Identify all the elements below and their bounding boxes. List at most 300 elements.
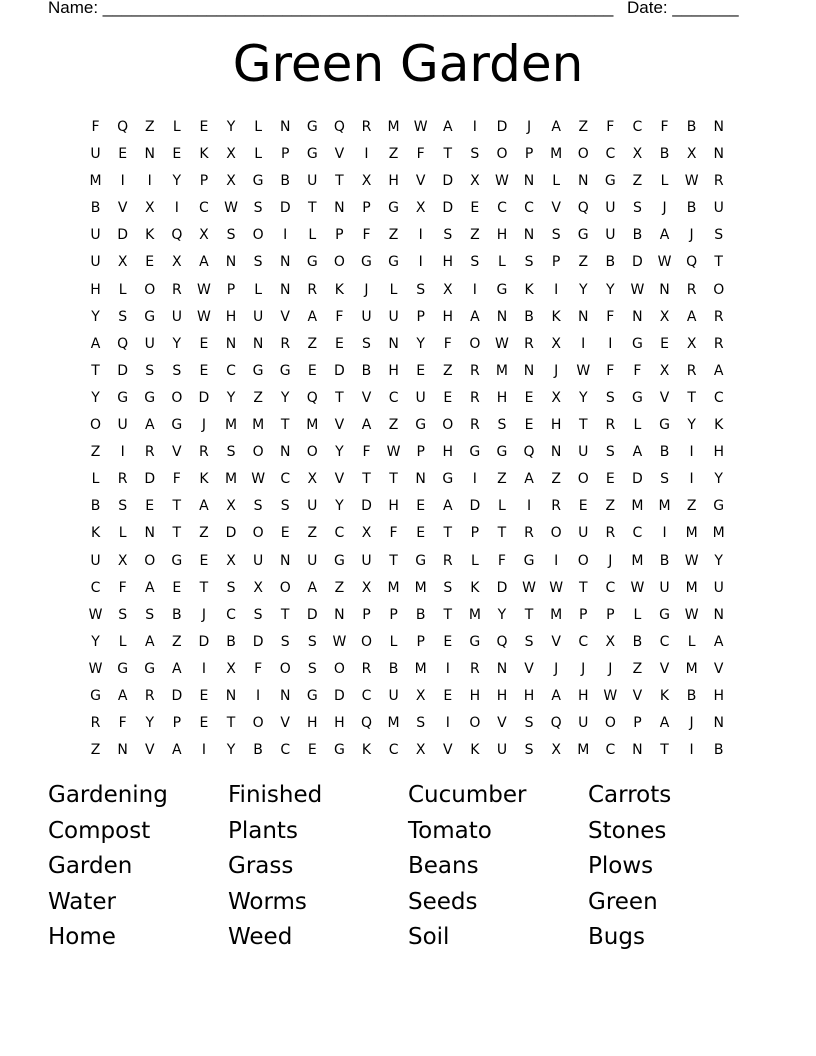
word-search-grid bbox=[82, 114, 733, 764]
grid-letter: M bbox=[685, 579, 698, 596]
grid-letter: N bbox=[225, 254, 237, 271]
grid-letter: S bbox=[145, 362, 155, 379]
grid-letter: R bbox=[307, 281, 318, 298]
grid-letter: N bbox=[279, 281, 291, 298]
grid-letter: E bbox=[145, 498, 155, 515]
grid-letter: N bbox=[415, 471, 426, 488]
grid-letter: Z bbox=[307, 525, 318, 542]
grid-letter: P bbox=[172, 715, 182, 732]
grid-letter: O bbox=[279, 660, 291, 677]
grid-letter: E bbox=[199, 335, 209, 352]
grid-letter: P bbox=[389, 606, 398, 623]
grid-letter: N bbox=[279, 552, 291, 569]
grid-letter: A bbox=[307, 579, 318, 596]
grid-letter: J bbox=[554, 660, 559, 677]
grid-letter: E bbox=[443, 633, 453, 650]
word-list-item: Cucumber bbox=[408, 782, 527, 808]
grid-letter: U bbox=[307, 173, 318, 190]
grid-letter: E bbox=[172, 579, 182, 596]
grid-letter: F bbox=[606, 119, 615, 135]
grid-letter: S bbox=[524, 742, 534, 759]
grid-letter: O bbox=[442, 417, 454, 434]
grid-letter: G bbox=[442, 471, 454, 488]
grid-letter: X bbox=[551, 389, 561, 406]
grid-letter: A bbox=[361, 417, 372, 434]
grid-letter: V bbox=[117, 200, 128, 217]
grid-letter: R bbox=[605, 417, 616, 434]
grid-letter: V bbox=[659, 660, 670, 677]
grid-letter: M bbox=[252, 417, 265, 434]
grid-letter: V bbox=[551, 633, 561, 650]
grid-letter: Z bbox=[632, 173, 643, 190]
grid-letter: C bbox=[280, 471, 291, 488]
grid-letter: C bbox=[199, 200, 209, 217]
grid-letter: R bbox=[469, 362, 480, 379]
grid-letter: R bbox=[713, 308, 724, 325]
grid-letter: E bbox=[145, 254, 155, 271]
grid-letter: E bbox=[118, 146, 128, 163]
grid-letter: L bbox=[389, 281, 398, 298]
grid-letter: N bbox=[659, 281, 670, 298]
grid-letter: R bbox=[524, 525, 534, 542]
grid-letter: S bbox=[714, 227, 724, 244]
grid-letter: Z bbox=[578, 254, 589, 271]
grid-letter: T bbox=[335, 173, 344, 190]
grid-letter: A bbox=[632, 444, 643, 461]
grid-letter: W bbox=[684, 606, 699, 623]
grid-letter: C bbox=[605, 742, 616, 759]
grid-letter: E bbox=[416, 362, 426, 379]
grid-letter: B bbox=[659, 146, 670, 163]
grid-letter: T bbox=[524, 606, 534, 623]
grid-letter: H bbox=[307, 715, 318, 732]
grid-letter: X bbox=[226, 660, 236, 677]
grid-letter: Z bbox=[442, 362, 453, 379]
grid-letter: D bbox=[442, 200, 454, 217]
grid-letter: Z bbox=[199, 525, 209, 542]
grid-letter: N bbox=[523, 173, 535, 190]
grid-letter: Z bbox=[172, 633, 182, 650]
grid-letter: N bbox=[496, 308, 508, 325]
grid-letter: V bbox=[551, 200, 561, 217]
grid-letter: G bbox=[333, 742, 345, 759]
grid-letter: I bbox=[554, 552, 559, 569]
grid-letter: H bbox=[523, 687, 535, 704]
grid-letter: L bbox=[633, 606, 642, 623]
grid-letter: A bbox=[117, 687, 128, 704]
grid-letter: S bbox=[524, 254, 534, 271]
grid-letter: Q bbox=[360, 715, 372, 732]
grid-letter: O bbox=[252, 227, 264, 244]
grid-letter: N bbox=[496, 660, 508, 677]
grid-letter: W bbox=[197, 281, 211, 298]
grid-letter: S bbox=[524, 633, 534, 650]
grid-letter: S bbox=[253, 498, 263, 515]
grid-letter: T bbox=[308, 200, 317, 217]
grid-letter: B bbox=[90, 200, 101, 217]
grid-letter: T bbox=[687, 389, 696, 406]
grid-letter: F bbox=[335, 308, 344, 325]
grid-letter: C bbox=[334, 525, 345, 542]
grid-letter: W bbox=[332, 633, 347, 650]
grid-letter: D bbox=[198, 389, 210, 406]
grid-letter: H bbox=[225, 308, 237, 325]
grid-letter: Y bbox=[416, 335, 425, 352]
grid-letter: N bbox=[550, 444, 562, 461]
grid-letter: C bbox=[632, 525, 643, 542]
grid-letter: A bbox=[713, 633, 724, 650]
grid-letter: O bbox=[360, 633, 372, 650]
grid-letter: R bbox=[199, 444, 209, 461]
word-list-item: Finished bbox=[228, 782, 323, 808]
grid-letter: F bbox=[118, 579, 127, 596]
grid-letter: Y bbox=[687, 417, 696, 434]
grid-letter: P bbox=[280, 146, 290, 163]
grid-letter: O bbox=[252, 525, 264, 542]
grid-letter: W bbox=[549, 579, 564, 596]
grid-letter: W bbox=[576, 362, 591, 379]
grid-letter: O bbox=[171, 389, 183, 406]
grid-letter: S bbox=[226, 227, 236, 244]
grid-letter: Y bbox=[91, 389, 100, 406]
grid-letter: C bbox=[388, 389, 399, 406]
grid-letter: L bbox=[498, 254, 506, 271]
grid-letter: R bbox=[551, 498, 561, 515]
grid-letter: B bbox=[90, 498, 101, 515]
grid-letter: E bbox=[199, 362, 209, 379]
grid-letter: L bbox=[633, 417, 642, 434]
grid-letter: L bbox=[254, 281, 263, 298]
word-list-item: Garden bbox=[48, 853, 133, 879]
grid-letter: M bbox=[685, 660, 698, 677]
word-list bbox=[48, 778, 768, 956]
grid-letter: M bbox=[658, 498, 671, 515]
grid-letter: T bbox=[226, 715, 236, 732]
grid-letter: N bbox=[577, 173, 589, 190]
grid-letter: D bbox=[171, 687, 183, 704]
grid-letter: V bbox=[713, 660, 724, 677]
grid-letter: R bbox=[361, 119, 372, 135]
grid-letter: S bbox=[118, 498, 128, 515]
grid-letter: R bbox=[442, 552, 453, 569]
grid-letter: U bbox=[90, 552, 101, 569]
grid-letter: U bbox=[117, 417, 128, 434]
grid-letter: X bbox=[442, 281, 453, 298]
grid-letter: A bbox=[144, 417, 155, 434]
grid-letter: I bbox=[581, 335, 586, 352]
grid-letter: E bbox=[605, 471, 615, 488]
grid-letter: O bbox=[469, 715, 481, 732]
grid-letter: W bbox=[495, 173, 509, 190]
grid-letter: N bbox=[334, 606, 345, 623]
page-title: Green Garden bbox=[232, 35, 584, 93]
grid-letter: S bbox=[118, 606, 128, 623]
word-list-item: Plants bbox=[228, 817, 298, 844]
grid-letter: K bbox=[145, 227, 155, 244]
grid-letter: Z bbox=[551, 471, 561, 488]
grid-letter: B bbox=[686, 687, 697, 704]
grid-letter: G bbox=[333, 552, 345, 569]
grid-letter: G bbox=[631, 389, 643, 406]
grid-letter: V bbox=[524, 660, 534, 677]
grid-letter: N bbox=[713, 715, 724, 732]
grid-letter: X bbox=[226, 173, 236, 190]
grid-letter: X bbox=[144, 200, 155, 217]
grid-letter: I bbox=[201, 660, 206, 677]
grid-letter: I bbox=[662, 525, 667, 542]
grid-letter: B bbox=[280, 173, 290, 190]
grid-letter: V bbox=[361, 389, 372, 406]
grid-letter: P bbox=[416, 633, 425, 650]
grid-letter: U bbox=[578, 715, 589, 732]
grid-letter: Q bbox=[550, 715, 562, 732]
grid-letter: S bbox=[253, 606, 263, 623]
grid-letter: M bbox=[550, 606, 563, 623]
grid-letter: U bbox=[90, 254, 101, 271]
grid-letter: F bbox=[660, 119, 669, 135]
grid-letter: Z bbox=[388, 146, 399, 163]
grid-letter: S bbox=[118, 308, 128, 325]
grid-letter: K bbox=[90, 525, 101, 542]
grid-letter: U bbox=[496, 742, 508, 759]
grid-letter: C bbox=[388, 742, 399, 759]
grid-letter: D bbox=[496, 119, 508, 135]
grid-letter: S bbox=[172, 362, 182, 379]
grid-letter: A bbox=[172, 742, 182, 759]
grid-letter: G bbox=[604, 173, 616, 190]
grid-letter: T bbox=[389, 471, 398, 488]
grid-letter: G bbox=[631, 335, 643, 352]
grid-letter: E bbox=[578, 498, 588, 515]
grid-letter: G bbox=[361, 254, 372, 271]
grid-letter: Y bbox=[172, 173, 182, 190]
grid-letter: Q bbox=[171, 227, 183, 244]
grid-letter: L bbox=[118, 633, 127, 650]
grid-letter: O bbox=[604, 715, 616, 732]
grid-letter: F bbox=[362, 444, 371, 461]
grid-letter: X bbox=[551, 335, 561, 352]
grid-letter: X bbox=[470, 173, 480, 190]
grid-letter: S bbox=[280, 498, 290, 515]
grid-letter: J bbox=[364, 281, 369, 298]
grid-letter: V bbox=[632, 687, 643, 704]
grid-letter: P bbox=[551, 254, 561, 271]
grid-letter: K bbox=[199, 471, 209, 488]
grid-letter: I bbox=[554, 281, 559, 298]
grid-letter: T bbox=[578, 579, 588, 596]
grid-letter: C bbox=[578, 633, 589, 650]
grid-letter: S bbox=[416, 715, 426, 732]
grid-letter: U bbox=[713, 579, 724, 596]
grid-letter: O bbox=[577, 146, 589, 163]
grid-letter: I bbox=[120, 444, 125, 461]
grid-letter: G bbox=[388, 254, 399, 271]
grid-letter: N bbox=[523, 227, 535, 244]
grid-letter: P bbox=[579, 606, 588, 623]
grid-letter: C bbox=[605, 146, 616, 163]
grid-letter: H bbox=[550, 417, 562, 434]
grid-letter: X bbox=[253, 579, 263, 596]
grid-letter: Y bbox=[606, 281, 615, 298]
grid-letter: F bbox=[91, 119, 100, 135]
grid-letter: H bbox=[713, 687, 724, 704]
grid-letter: M bbox=[224, 417, 238, 434]
grid-letter: G bbox=[496, 444, 508, 461]
grid-letter: R bbox=[686, 281, 697, 298]
grid-letter: Z bbox=[144, 119, 155, 135]
grid-letter: G bbox=[144, 660, 156, 677]
grid-letter: W bbox=[386, 444, 401, 461]
grid-letter: N bbox=[252, 335, 264, 352]
grid-letter: E bbox=[172, 146, 182, 163]
grid-letter: I bbox=[256, 687, 261, 704]
grid-letter: L bbox=[470, 552, 479, 569]
grid-letter: G bbox=[144, 389, 156, 406]
grid-letter: C bbox=[632, 119, 643, 135]
grid-letter: G bbox=[713, 498, 725, 515]
grid-letter: T bbox=[199, 579, 209, 596]
grid-letter: S bbox=[470, 254, 480, 271]
grid-letter: I bbox=[418, 227, 423, 244]
grid-letter: R bbox=[280, 335, 291, 352]
word-list-item: Bugs bbox=[588, 924, 645, 950]
grid-letter: D bbox=[361, 498, 372, 515]
word-list-item: Weed bbox=[228, 924, 293, 950]
grid-letter: N bbox=[117, 742, 128, 759]
grid-letter: O bbox=[144, 281, 156, 298]
grid-letter: S bbox=[145, 606, 155, 623]
grid-letter: G bbox=[117, 389, 129, 406]
grid-letter: V bbox=[280, 308, 290, 325]
grid-letter: J bbox=[608, 660, 613, 677]
grid-letter: K bbox=[361, 742, 372, 759]
grid-letter: X bbox=[415, 200, 426, 217]
grid-letter: L bbox=[254, 146, 263, 163]
grid-letter: G bbox=[252, 362, 264, 379]
grid-letter: E bbox=[199, 552, 209, 569]
grid-letter: Z bbox=[578, 119, 589, 135]
grid-letter: Z bbox=[686, 498, 697, 515]
grid-letter: O bbox=[577, 471, 589, 488]
grid-letter: K bbox=[199, 146, 209, 163]
grid-letter: U bbox=[361, 552, 372, 569]
grid-letter: X bbox=[226, 146, 236, 163]
grid-letter: P bbox=[416, 444, 425, 461]
grid-letter: S bbox=[443, 227, 453, 244]
grid-letter: E bbox=[280, 525, 290, 542]
grid-letter: S bbox=[307, 660, 317, 677]
word-list-item: Green bbox=[588, 888, 658, 915]
grid-letter: R bbox=[713, 335, 724, 352]
grid-letter: L bbox=[552, 173, 561, 190]
grid-letter: E bbox=[524, 389, 534, 406]
grid-letter: L bbox=[254, 119, 263, 135]
grid-letter: X bbox=[226, 552, 236, 569]
grid-letter: G bbox=[469, 633, 481, 650]
grid-letter: X bbox=[117, 552, 128, 569]
grid-letter: S bbox=[226, 444, 236, 461]
grid-letter: I bbox=[283, 227, 288, 244]
grid-letter: D bbox=[144, 471, 156, 488]
grid-letter: E bbox=[199, 687, 209, 704]
grid-letter: Z bbox=[605, 498, 616, 515]
grid-letter: F bbox=[633, 362, 642, 379]
grid-letter: D bbox=[306, 606, 318, 623]
grid-letter: X bbox=[361, 173, 372, 190]
grid-letter: H bbox=[469, 687, 481, 704]
grid-letter: N bbox=[632, 742, 643, 759]
grid-letter: T bbox=[172, 498, 182, 515]
grid-letter: F bbox=[362, 227, 371, 244]
grid-letter: K bbox=[551, 308, 561, 325]
grid-letter: I bbox=[364, 146, 369, 163]
grid-letter: P bbox=[524, 146, 534, 163]
grid-letter: F bbox=[497, 552, 506, 569]
grid-letter: G bbox=[388, 200, 399, 217]
grid-letter: B bbox=[226, 633, 236, 650]
grid-letter: T bbox=[660, 742, 669, 759]
grid-letter: X bbox=[415, 687, 426, 704]
grid-letter: P bbox=[362, 606, 371, 623]
grid-letter: Y bbox=[335, 444, 344, 461]
grid-letter: L bbox=[389, 633, 398, 650]
grid-letter: E bbox=[307, 362, 317, 379]
grid-letter: N bbox=[144, 525, 155, 542]
grid-letter: H bbox=[496, 687, 508, 704]
grid-letter: E bbox=[524, 417, 534, 434]
grid-letter: X bbox=[632, 146, 643, 163]
grid-letter: J bbox=[608, 552, 613, 569]
grid-letter: X bbox=[605, 633, 616, 650]
grid-letter: W bbox=[197, 308, 211, 325]
grid-letter: S bbox=[497, 417, 507, 434]
grid-letter: X bbox=[686, 146, 697, 163]
grid-letter: Q bbox=[523, 444, 535, 461]
grid-letter: C bbox=[280, 742, 291, 759]
grid-letter: J bbox=[526, 119, 532, 135]
grid-letter: H bbox=[388, 498, 399, 515]
grid-letter: C bbox=[361, 687, 372, 704]
grid-letter: L bbox=[118, 281, 127, 298]
grid-letter: Q bbox=[333, 119, 345, 135]
grid-letter: H bbox=[713, 444, 724, 461]
grid-letter: S bbox=[605, 444, 615, 461]
grid-letter: K bbox=[659, 687, 670, 704]
grid-letter: R bbox=[361, 660, 372, 677]
grid-letter: O bbox=[496, 146, 508, 163]
grid-letter: K bbox=[470, 742, 480, 759]
grid-letter: S bbox=[253, 200, 263, 217]
grid-letter: Z bbox=[334, 579, 345, 596]
grid-letter: I bbox=[445, 660, 450, 677]
grid-letter: B bbox=[632, 633, 643, 650]
grid-letter: S bbox=[280, 633, 290, 650]
grid-letter: B bbox=[659, 444, 670, 461]
grid-letter: Y bbox=[226, 742, 236, 759]
grid-letter: R bbox=[90, 715, 101, 732]
grid-letter: U bbox=[659, 579, 670, 596]
grid-letter: U bbox=[605, 227, 616, 244]
grid-letter: N bbox=[713, 146, 724, 163]
grid-letter: G bbox=[144, 308, 156, 325]
name-field-label: Name: ______________________________________________________ bbox=[48, 0, 614, 17]
grid-letter: U bbox=[388, 308, 399, 325]
grid-letter: E bbox=[416, 525, 426, 542]
grid-letter: G bbox=[252, 173, 264, 190]
grid-letter: O bbox=[252, 715, 264, 732]
grid-letter: U bbox=[605, 200, 616, 217]
grid-letter: Z bbox=[253, 389, 263, 406]
